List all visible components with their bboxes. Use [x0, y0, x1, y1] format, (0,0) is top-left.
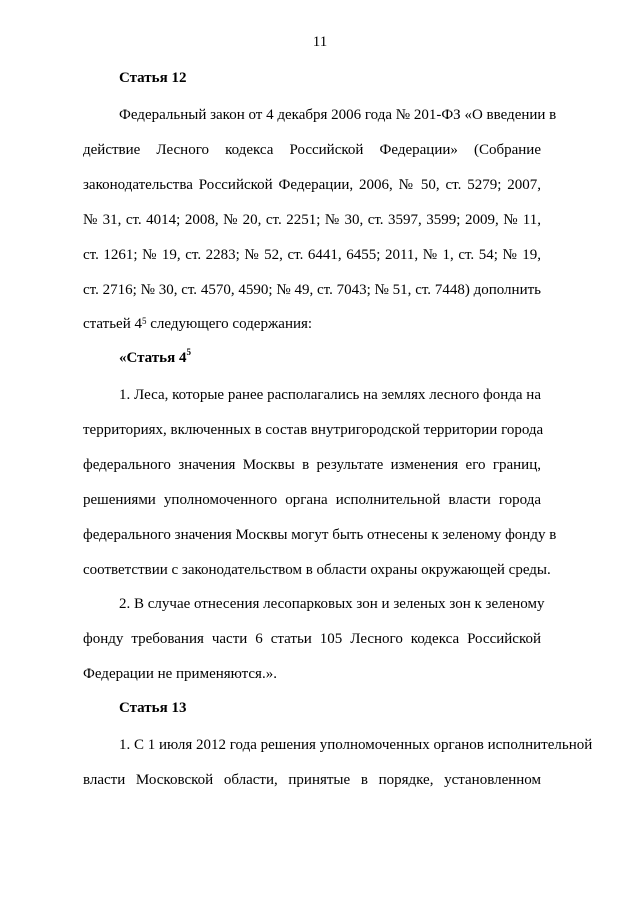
article-4-5-paragraph-1-line: федерального значения Москвы могут быть отнесены к зеленому фонду в — [83, 527, 557, 543]
superscript: 5 — [186, 347, 191, 357]
superscript: 5 — [142, 316, 147, 326]
article-4-5-paragraph-1-line: 1. Леса, которые ранее располагались на землях лесного фонда на — [119, 387, 541, 403]
article-12-line: ст. 2716; № 30, ст. 4570, 4590; № 49, ст. 7043; № 51, ст. 7448) дополнить — [83, 282, 541, 298]
article-4-5-paragraph-1-line: соответствии с законодательством в области охраны окружающей среды. — [83, 562, 551, 578]
article-4-5-paragraph-2-line: фонду требования части 6 статьи 105 Лесного кодекса Российской — [83, 631, 541, 647]
page-number: 11 — [312, 34, 328, 50]
article-4-5-heading: «Статья $4^5$ — [119, 347, 191, 366]
article-4-5-paragraph-1-line: решениями уполномоченного органа исполнительной власти города — [83, 492, 541, 508]
article-12-heading: Статья 12 — [119, 70, 187, 86]
article-4-5-paragraph-2-line: 2. В случае отнесения лесопарковых зон и зеленых зон к зеленому — [119, 596, 545, 612]
article-4-5-paragraph-1-line: территориях, включенных в состав внутригородской территории города — [83, 422, 544, 438]
article-13-line: власти Московской области, принятые в порядке, установленном — [83, 772, 541, 788]
article-4-5-paragraph-1-line: федерального значения Москвы в результате изменения его границ, — [83, 457, 541, 473]
article-13-heading: Статья 13 — [119, 700, 187, 716]
article-12-line: № 31, ст. 4014; 2008, № 20, ст. 2251; № 30, ст. 3597, 3599; 2009, № 11, — [83, 212, 541, 228]
article-13-line: 1. С 1 июля 2012 года решения уполномоченных органов исполнительной — [119, 737, 593, 753]
article-12-line: законодательства Российской Федерации, 2006, № 50, ст. 5279; 2007, — [83, 177, 541, 193]
article-12-line: ст. 1261; № 19, ст. 2283; № 52, ст. 6441, 6455; 2011, № 1, ст. 54; № 19, — [83, 247, 541, 263]
article-12-line: действие Лесного кодекса Российской Федерации» (Собрание — [83, 142, 541, 158]
article-12-last-line: статьей $4^5$ следующего содержания: — [83, 316, 313, 332]
article-12-line: Федеральный закон от 4 декабря 2006 года № 201-ФЗ «О введении в — [119, 107, 557, 123]
article-4-5-paragraph-2-line: Федерации не применяются.». — [83, 666, 277, 682]
